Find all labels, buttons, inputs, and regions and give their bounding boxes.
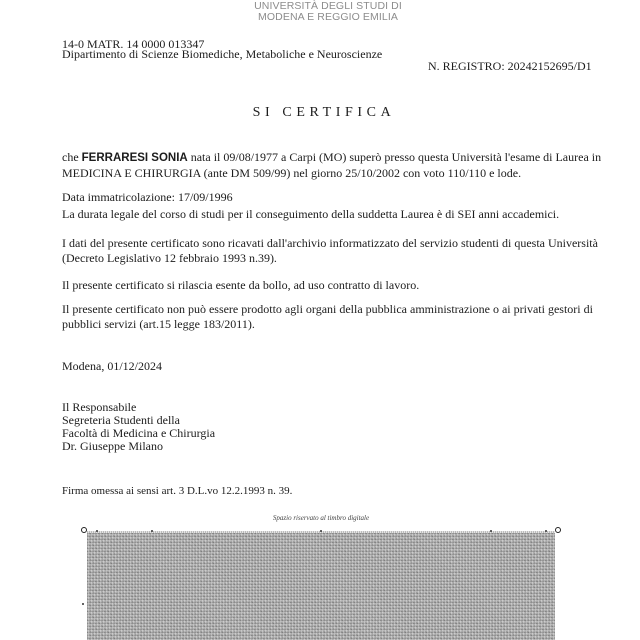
registry-number: N. REGISTRO: 20242152695/D1	[428, 59, 592, 73]
course-duration: La durata legale del corso di studi per il conseguimento della suddetta Laurea è di SEI anni accademici.	[62, 207, 560, 221]
department-name: Dipartimento di Scienze Biomediche, Metaboliche e Neuroscienze	[62, 47, 383, 61]
usage-restriction-note: Il presente certificato non può essere prodotto agli organi della pubblica amministrazione o ai privati gestori di pubblici servizi (art.15 legge 183/2011).	[62, 302, 593, 331]
signature-omitted-note: Firma omessa ai sensi art. 3 D.L.vo 12.2.1993 n. 39.	[62, 485, 293, 497]
place-and-date: Modena, 01/12/2024	[62, 359, 162, 373]
registration-dot-icon	[82, 603, 84, 605]
graduation-statement	[62, 150, 602, 181]
registration-dot-icon	[490, 530, 492, 532]
signature-office: Segreteria Studenti della	[62, 413, 180, 427]
university-name-line1: UNIVERSITÀ DEGLI STUDI DI	[254, 0, 402, 12]
stamp-exemption-note: Il presente certificato si rilascia esente da bollo, ad uso contratto di lavoro.	[62, 278, 420, 292]
signature-role: Il Responsabile	[62, 400, 137, 414]
university-header	[0, 1, 640, 23]
enrollment-date: Data immatricolazione: 17/09/1996	[62, 190, 233, 204]
data-source-note: I dati del presente certificato sono ricavati dall'archivio informatizzato del servizio studenti di questa Università (Decreto Legislativo 12 febbraio 1993 n.39).	[62, 236, 598, 265]
statement-prefix: che	[62, 150, 82, 164]
signature-faculty: Facoltà di Medicina e Chirurgia	[62, 426, 216, 440]
graduate-name: FERRARESI SONIA	[81, 152, 188, 164]
signatory-name: Dr. Giuseppe Milano	[62, 439, 163, 453]
registration-dot-icon	[545, 530, 547, 532]
university-name-line2: MODENA E REGGIO EMILIA	[258, 11, 398, 23]
corner-marker-icon	[555, 527, 561, 533]
registration-dot-icon	[320, 530, 322, 532]
signature-block	[62, 401, 215, 453]
corner-marker-icon	[81, 527, 87, 533]
statement-details: nata il 09/08/1977 a Carpi (MO) superò presso questa Università l'esame di Laurea in MEDICINA E CHIRURGIA (ante DM 509/99) nel giorno 25/10/2002 con voto 110/110 e lode.	[62, 150, 602, 180]
digital-stamp-area	[87, 533, 555, 640]
certificate-title: SI CERTIFICA	[252, 105, 396, 120]
digital-stamp-label: Spazio riservato al timbro digitale	[272, 514, 370, 522]
registration-dot-icon	[96, 530, 98, 532]
registration-dot-icon	[151, 530, 153, 532]
matricola-number: 14-0 MATR. 14 0000 013347	[62, 37, 205, 51]
